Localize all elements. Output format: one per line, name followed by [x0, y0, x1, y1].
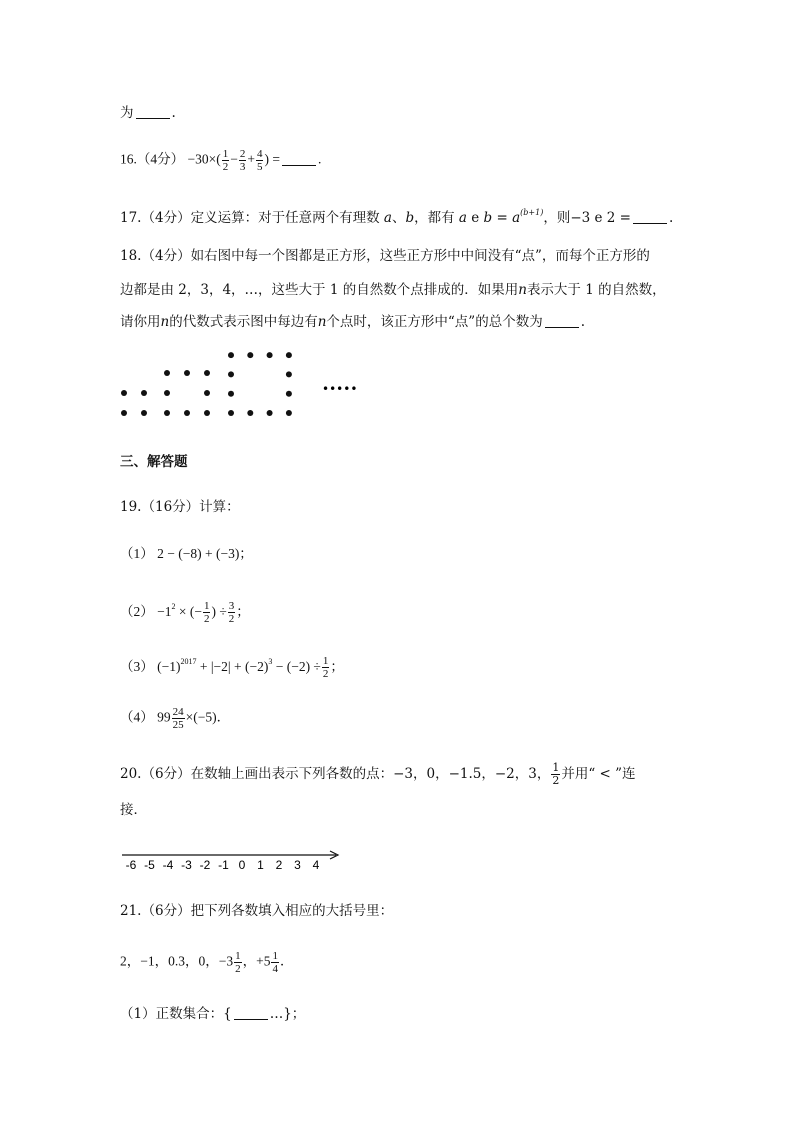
fraction: $\frac{2}{3}$ [239, 148, 246, 173]
fraction: $\frac{3}{2}$ [228, 600, 235, 626]
fraction: $\frac{24}{25}$ [172, 706, 184, 731]
question-19-part-4: （4） 99 $\frac{24}{25}$ ×(−5)． [120, 706, 231, 731]
fraction: $\frac{1}{2}$ [552, 761, 560, 787]
q15-tail: 为 . [120, 105, 176, 121]
question-21: 21.（6分）把下列各数填入相应的大括号里： [120, 903, 394, 919]
question-20-line-2: 接． [120, 802, 147, 818]
question-21-list: 2，−1，0.3，0，−3 $\frac{1}{2}$ ，+5 $\frac{1}{4}$ ． [120, 950, 294, 975]
number-line-label: 0 [238, 858, 246, 872]
question-19: 19.（16分）计算： [120, 499, 240, 515]
number-line-label: 2 [275, 858, 283, 872]
question-17: 17.（4分）定义运算：对于任意两个有理数 a、b，都有 a e $b = a^{(b+1)}$，则−3 e 2 = . [120, 208, 674, 226]
number-line-label: -3 [181, 858, 192, 872]
fraction: $\frac{1}{2}$ [322, 655, 329, 681]
number-line-label: 4 [312, 858, 320, 872]
number-line-label: 3 [294, 858, 301, 872]
question-19-part-3: （3） $(-1)^{2017} + |-2| + (-2)^3 - (-2)$ ÷ $\frac{1}{2}$ ； [120, 655, 344, 681]
question-21-part-1: （1）正数集合：{ …}； [120, 1006, 306, 1022]
fraction: $\frac{4}{5}$ [256, 148, 263, 173]
number-line-label: -6 [125, 858, 137, 872]
number-line-label: -5 [144, 858, 155, 872]
fraction: $\frac{1}{2}$ [235, 950, 241, 975]
section-title: 三、解答题 [120, 454, 188, 470]
number-line-label: -1 [218, 858, 229, 872]
number-line-labels [126, 858, 320, 872]
answer-blank [234, 1005, 268, 1020]
question-18-line-2: 边都是由 2，3，4，…，这些大于 1 的自然数个点排成的．如果用n表示大于 1 的自然数， [120, 282, 666, 298]
question-16: 16.（4分） −30×( $\frac{1}{2}$ − $\frac{2}{3}$ + $\frac{4}{5}$ ) = . [120, 148, 322, 173]
question-18-line-3: 请你用n的代数式表示图中每边有n个点时，该正方形中“点”的总个数为 . [120, 314, 586, 330]
question-20-line-1: 20.（6分）在数轴上画出表示下列各数的点：−3，0，−1.5，−2，3， $\frac{1}{2}$ 并用“ < ”连 [120, 761, 636, 787]
fraction: $\frac{1}{2}$ [203, 600, 210, 626]
number-line-label: 1 [257, 858, 264, 872]
fraction: $\frac{1}{2}$ [222, 148, 229, 173]
figure-ellipsis: ••••• [322, 382, 358, 396]
fraction: $\frac{1}{4}$ [272, 950, 278, 975]
number-line-label: -4 [162, 858, 174, 872]
number-line-label: -2 [199, 858, 211, 872]
question-19-part-1: （1） 2 − (−8) + (−3)； [120, 546, 253, 561]
question-18-line-1: 18.（4分）如右图中每一个图都是正方形，这些正方形中中间没有“点”，而每个正方形的 [120, 248, 650, 264]
question-19-part-2: $(2) -1^2$ × (− $\frac{1}{2}$ ) ÷ $\frac{3}{2}$ ； [120, 600, 250, 626]
